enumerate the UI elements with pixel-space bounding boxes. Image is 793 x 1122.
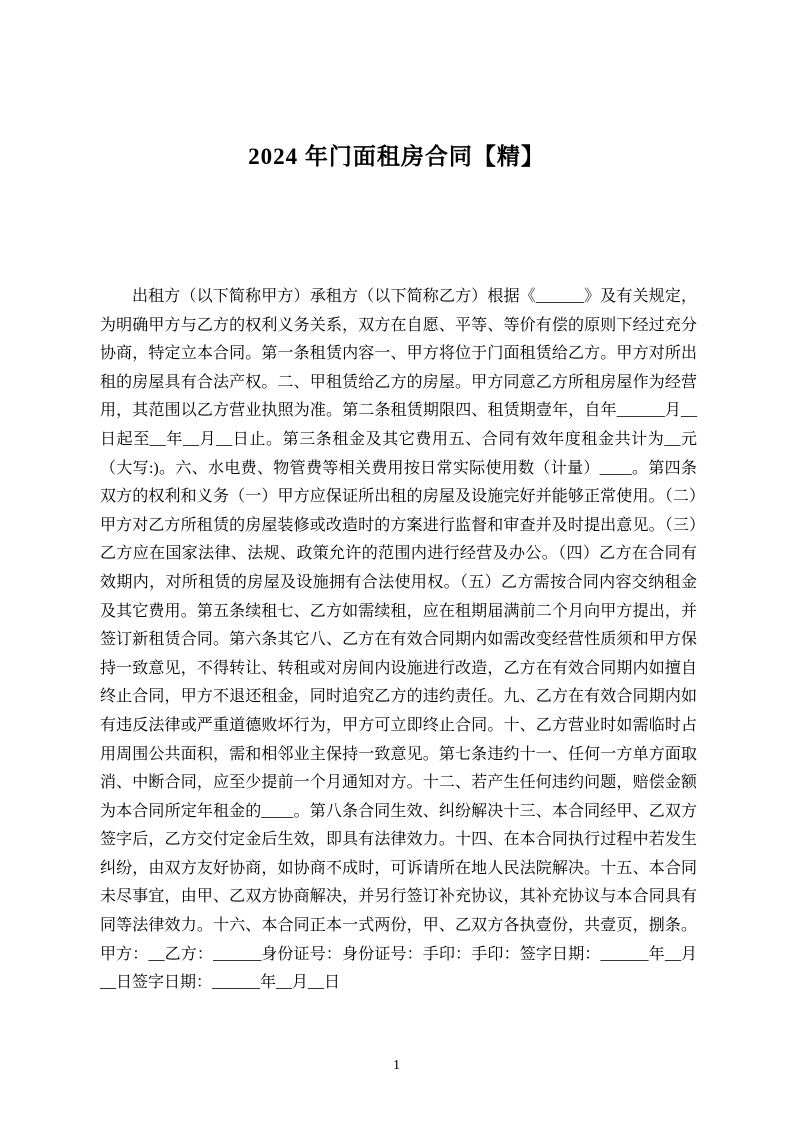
contract-body-paragraph: 出租方（以下简称甲方）承租方（以下简称乙方）根据《______》及有关规定，为明确甲方与乙方的权利义务关系，双方在自愿、平等、等价有偿的原则下经过充分协商，特定立本合同。第一条租赁内容一、甲方将位于门面租赁给乙方。甲方对所出租的房屋具有合法产权。二、甲租赁给乙方的房屋。甲方同意乙方所租房屋作为经营用，其范围以乙方营业执照为准。第二条租赁期限四、租赁期壹年，自年______月__日起至__年__月__日止。第三条租金及其它费用五、合同有效年度租金共计为__元（大写:)。六、水电费、物管费等相关费用按日常实际使用数（计量）____。第四条双方的权利和义务（一）甲方应保证所出租的房屋及设施完好并能够正常使用。（二）甲方对乙方所租赁的房屋装修或改造时的方案进行监督和审查并及时提出意见。（三）乙方应在国家法律、法规、政策允许的范围内进行经营及办公。（四）乙方在合同有效期内，对所租赁的房屋及设施拥有合法使用权。（五）乙方需按合同内容交纳租金及其它费用。第五条续租七、乙方如需续租，应在租期届满前二个月向甲方提出，并签订新租赁合同。第六条其它八、乙方在有效合同期内如需改变经营性质须和甲方保持一致意见，不得转让、转租或对房间内设施进行改造，乙方在有效合同期内如擅自终止合同，甲方不退还租金，同时追究乙方的违约责任。九、乙方在有效合同期内如有违反法律或严重道德败坏行为，甲方可立即终止合同。十、乙方营业时如需临时占用周围公共面积，需和相邻业主保持一致意见。第七条违约十一、任何一方单方面取消、中断合同，应至少提前一个月通知对方。十二、若产生任何违约问题，赔偿金额为本合同所定年租金的____。第八条合同生效、纠纷解决十三、本合同经甲、乙双方签字后，乙方交付定金后生效，即具有法律效力。十四、在本合同执行过程中若发生纠纷，由双方友好协商，如协商不成时，可诉请所在地人民法院解决。十五、本合同未尽事宜，由甲、乙双方协商解决，并另行签订补充协议，其补充协议与本合同具有同等法律效力。十六、本合同正本一式两份，甲、乙双方各执壹份，共壹页，捌条。甲方：__乙方：______身份证号：身份证号：手印：手印：签字日期：______年__月__日签字日期：______年__月__日 xyxy=(100,288,697,992)
page-number: 1 xyxy=(393,1058,400,1073)
document-title: 2024 年门面租房合同【精】 xyxy=(248,144,545,169)
